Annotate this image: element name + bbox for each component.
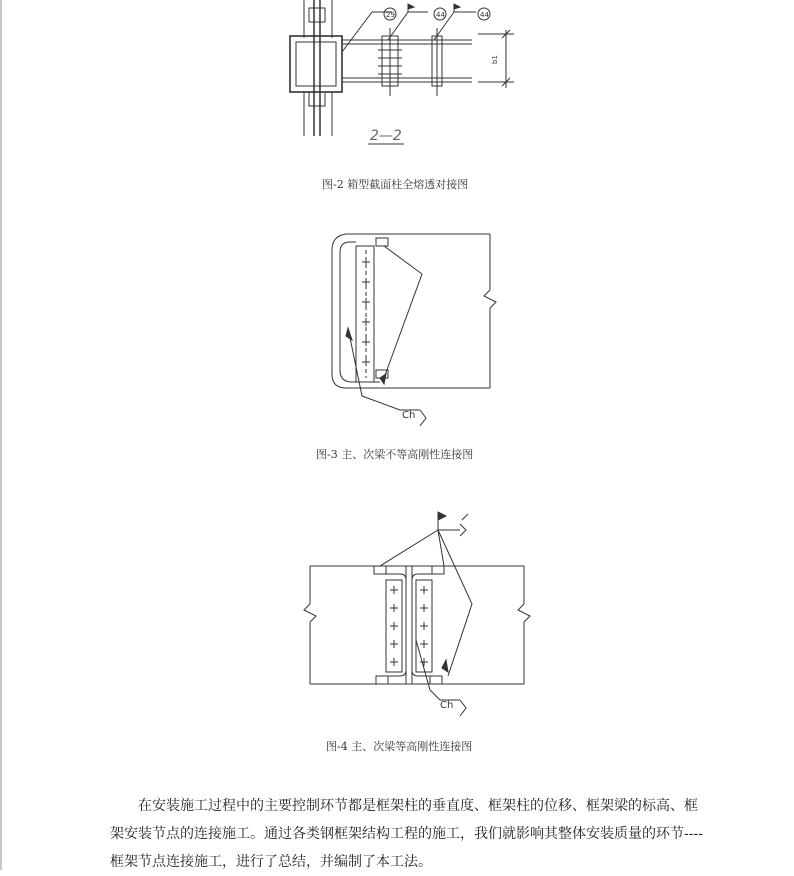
callout-44-a: 44 — [436, 11, 445, 19]
paragraph-line-1: 在安装施工过程中的主要控制环节都是框架柱的垂直度、框架柱的位移、框架梁的标高、框 — [138, 798, 698, 814]
callout-44-b: 44 — [480, 11, 489, 19]
figure-2-caption: 图-2 箱型截面柱全熔透对接图 — [322, 178, 469, 191]
paragraph-line-3: 框架节点连接施工，进行了总结，并编制了本工法。 — [110, 854, 432, 870]
weld-label-fig4: Ch — [440, 700, 454, 711]
figure-4-drawing — [304, 512, 530, 716]
dimension-b1: b1 — [491, 55, 499, 64]
figure-3-drawing — [332, 234, 496, 426]
callout-29: 29 — [386, 11, 395, 19]
weld-label-fig3: Ch — [402, 410, 416, 421]
paragraph-line-2: 架安装节点的连接施工。通过各类钢框架结构工程的施工，我们就影响其整体安装质量的环节---- — [110, 826, 703, 842]
figure-3-caption: 图-3 主、次梁不等高刚性连接图 — [316, 448, 474, 461]
figure-4-caption: 图-4 主、次梁等高刚性连接图 — [326, 740, 473, 753]
body-paragraph — [110, 792, 710, 876]
section-label-2-2: 2—2 — [370, 128, 402, 144]
figure-2-drawing — [290, 0, 514, 144]
